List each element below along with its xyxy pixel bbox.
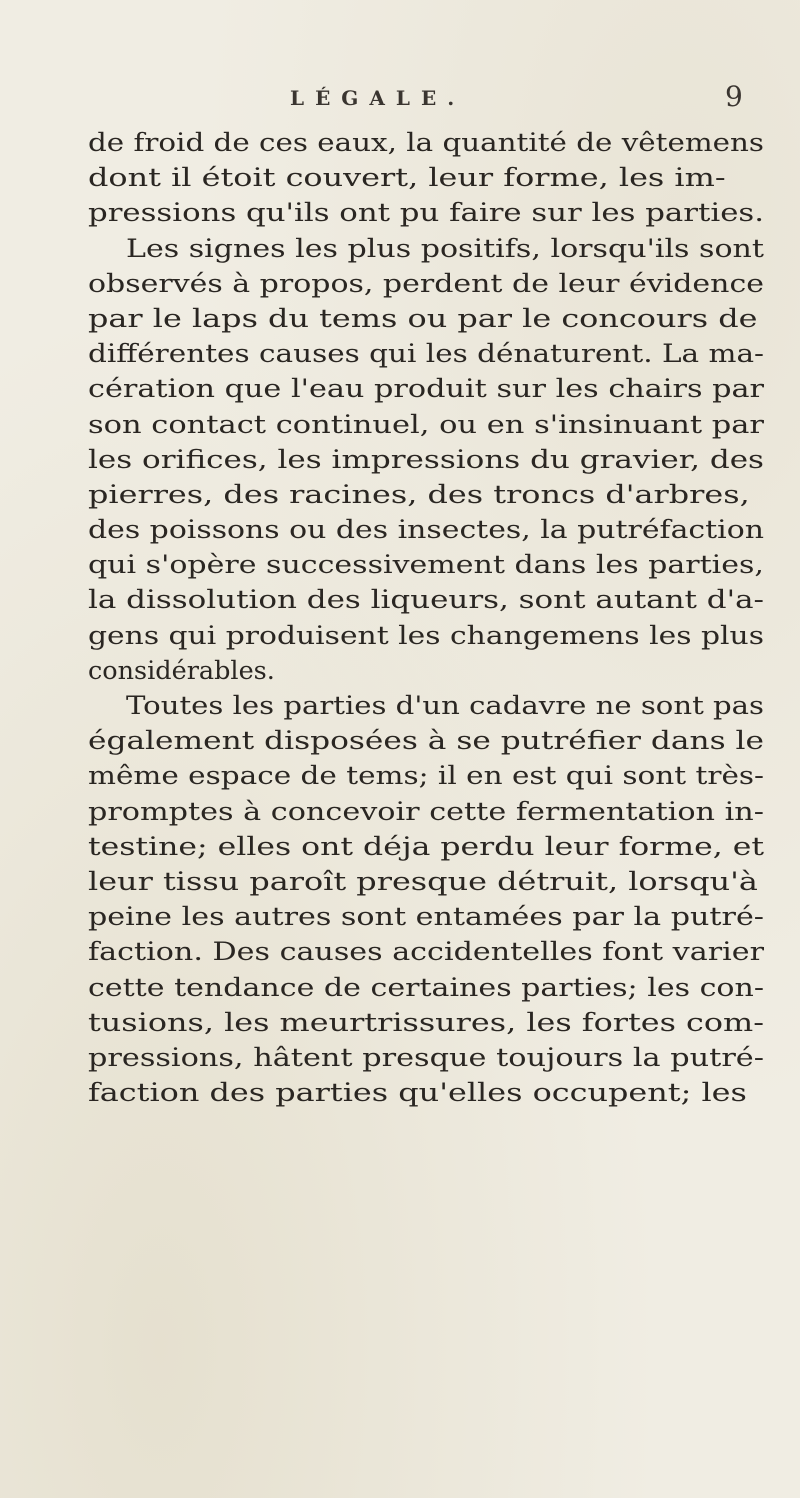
text-line xyxy=(88,302,764,337)
text-line xyxy=(88,971,764,1006)
text-line xyxy=(88,865,764,900)
text-line xyxy=(88,337,764,372)
text-line xyxy=(88,724,764,759)
text-line xyxy=(88,548,764,583)
text-line xyxy=(88,619,764,654)
running-title: LÉGALE. xyxy=(290,86,466,110)
text-line-content: peine les autres sont entamées par la putré- xyxy=(88,902,764,933)
text-line-content: Les signes les plus positifs, lorsqu'ils sont xyxy=(126,233,764,264)
text-line-content: leur tissu paroît presque détruit, lorsqu'à xyxy=(88,866,758,897)
text-line xyxy=(88,654,764,689)
text-line-content: pierres, des racines, des troncs d'arbres, xyxy=(88,479,750,510)
text-line-content: la dissolution des liqueurs, sont autant d'a- xyxy=(88,585,764,616)
text-line xyxy=(88,408,764,443)
page-number: 9 xyxy=(725,80,743,113)
text-line-content: considérables. xyxy=(88,655,275,686)
text-line-content: tusions, les meurtrissures, les fortes com- xyxy=(88,1007,764,1038)
text-line-content: pressions qu'ils ont pu faire sur les parties. xyxy=(88,198,764,229)
text-line-content: différentes causes qui les dénaturent. La ma- xyxy=(88,339,764,370)
text-line-content: même espace de tems; il en est qui sont très- xyxy=(88,761,764,792)
text-line-content: des poissons ou des insectes, la putréfaction xyxy=(88,515,764,546)
text-line-content: cération que l'eau produit sur les chairs par xyxy=(88,374,764,405)
text-line-content: pressions, hâtent presque toujours la putré- xyxy=(88,1042,764,1073)
text-line-content: faction. Des causes accidentelles font varier xyxy=(88,937,764,968)
text-line xyxy=(88,196,764,231)
text-line-content: cette tendance de certaines parties; les con- xyxy=(88,972,764,1003)
text-line xyxy=(88,830,764,865)
text-line xyxy=(88,759,764,794)
text-line xyxy=(88,1006,764,1041)
text-line xyxy=(88,689,764,724)
text-line-content: également disposées à se putréfier dans le xyxy=(88,726,764,757)
body-text xyxy=(88,126,764,1111)
text-line-content: dont il étoit couvert, leur forme, les im- xyxy=(88,163,726,194)
text-line-content: testine; elles ont déja perdu leur forme, et xyxy=(88,831,764,862)
text-line xyxy=(88,443,764,478)
text-line xyxy=(88,583,764,618)
text-line-content: les orifices, les impressions du gravier, des xyxy=(88,444,764,475)
text-line-content: son contact continuel, ou en s'insinuant par xyxy=(88,409,764,440)
text-line-content: observés à propos, perdent de leur évidence xyxy=(88,268,764,299)
text-line xyxy=(88,267,764,302)
text-line xyxy=(88,372,764,407)
text-line xyxy=(88,478,764,513)
text-line-content: gens qui produisent les changemens les plus xyxy=(88,620,764,651)
running-head xyxy=(0,80,800,116)
text-line-content: promptes à concevoir cette fermentation in- xyxy=(88,796,764,827)
text-line xyxy=(88,935,764,970)
text-line xyxy=(88,1076,764,1111)
text-line-content: par le laps du tems ou par le concours de xyxy=(88,303,758,334)
text-line xyxy=(88,126,764,161)
text-line xyxy=(88,161,764,196)
text-line-content: Toutes les parties d'un cadavre ne sont pas xyxy=(126,691,764,721)
text-line xyxy=(88,232,764,267)
text-line xyxy=(88,1041,764,1076)
text-line xyxy=(88,795,764,830)
text-line-content: qui s'opère successivement dans les parties, xyxy=(88,550,764,581)
text-line xyxy=(88,513,764,548)
text-line-content: de froid de ces eaux, la quantité de vêtemens xyxy=(88,128,764,158)
text-line xyxy=(88,900,764,935)
text-line-content: faction des parties qu'elles occupent; les xyxy=(88,1078,747,1109)
